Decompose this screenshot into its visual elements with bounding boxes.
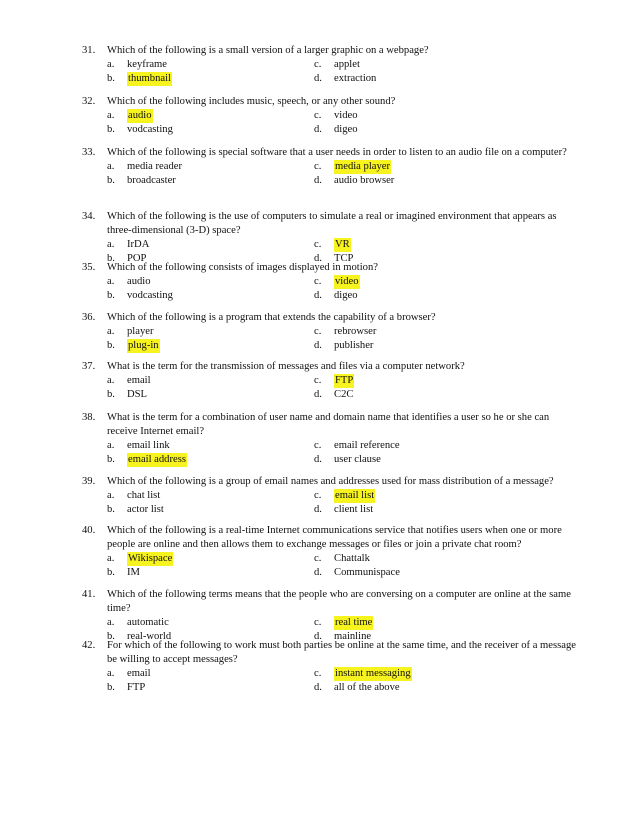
option-letter: d.: [314, 504, 322, 515]
options-grid: [107, 552, 582, 580]
option-letter: a.: [107, 59, 115, 70]
question-block: [82, 524, 582, 580]
option-letter: a.: [107, 110, 115, 121]
option-text: mainline: [334, 631, 372, 642]
option-text: email link: [127, 440, 170, 451]
option-a: [107, 489, 314, 503]
option-d: [314, 388, 534, 402]
option-letter: a.: [107, 668, 115, 679]
option-text: extraction: [334, 73, 377, 84]
option-text: vodcasting: [127, 124, 173, 135]
option-a: [107, 275, 314, 289]
question-block: [82, 261, 582, 303]
option-d: [314, 681, 534, 695]
option-letter: b.: [107, 631, 115, 642]
option-d: [314, 566, 534, 580]
option-a: [107, 439, 314, 453]
option-letter: c.: [314, 239, 322, 250]
question-number: 40.: [82, 525, 96, 536]
option-letter: c.: [314, 110, 322, 121]
option-text: keyframe: [127, 59, 167, 70]
option-c: [314, 374, 534, 388]
option-b: [107, 453, 314, 467]
option-d: [314, 339, 534, 353]
option-d: [314, 123, 534, 137]
question-header: [82, 411, 582, 439]
question-text: Which of the following terms means that the people who are conversing on a computer are online at the same time?: [107, 589, 571, 614]
options-grid: [107, 439, 582, 467]
option-letter: b.: [107, 454, 115, 465]
question-text: Which of the following is the use of computers to simulate a real or imagined environment that appears as three-dimensional (3-D) space?: [107, 211, 557, 236]
question-block: [82, 360, 582, 402]
option-text: applet: [334, 59, 360, 70]
option-c: [314, 160, 534, 174]
option-text: email reference: [334, 440, 400, 451]
options-grid: [107, 275, 582, 303]
highlighted-answer: video: [335, 276, 359, 287]
option-text: POP: [127, 253, 147, 264]
question-text: Which of the following is special software that a user needs in order to listen to an audio file on a computer?: [107, 147, 567, 158]
option-text: TCP: [334, 253, 354, 264]
option-letter: d.: [314, 454, 322, 465]
question-number: 31.: [82, 45, 96, 56]
option-text: audio: [127, 276, 151, 287]
option-a: [107, 58, 314, 72]
question-number: 35.: [82, 262, 96, 273]
option-c: [314, 552, 534, 566]
option-letter: b.: [107, 73, 115, 84]
option-text: IM: [127, 567, 140, 578]
question-header: [82, 360, 582, 374]
option-c: [314, 275, 534, 289]
highlighted-answer: FTP: [335, 375, 354, 386]
option-b: [107, 388, 314, 402]
highlighted-answer: email list: [335, 490, 375, 501]
question-text: What is the term for a combination of user name and domain name that identifies a user so he or she can receive Internet email?: [107, 412, 550, 437]
option-letter: c.: [314, 276, 322, 287]
highlighted-answer: audio: [128, 110, 152, 121]
option-letter: c.: [314, 375, 322, 386]
option-d: [314, 174, 534, 188]
question-number: 39.: [82, 476, 96, 487]
question-header: [82, 95, 582, 109]
option-c: [314, 109, 534, 123]
question-header: [82, 311, 582, 325]
question-text: Which of the following includes music, speech, or any other sound?: [107, 96, 396, 107]
option-b: [107, 289, 314, 303]
question-block: [82, 95, 582, 137]
option-letter: d.: [314, 290, 322, 301]
question-block: [82, 146, 582, 188]
option-text: rebrowser: [334, 326, 377, 337]
question-text: Which of the following is a real-time Internet communications service that notifies users when one or more people are online and then allows them to exchange messages or files or join a private chat room?: [107, 525, 562, 550]
option-b: [107, 72, 314, 86]
option-text: digeo: [334, 124, 358, 135]
option-text: all of the above: [334, 682, 400, 693]
option-d: [314, 453, 534, 467]
option-c: [314, 58, 534, 72]
question-text: Which of the following consists of images displayed in motion?: [107, 262, 378, 273]
question-number: 41.: [82, 589, 96, 600]
option-b: [107, 123, 314, 137]
option-letter: c.: [314, 326, 322, 337]
option-c: [314, 439, 534, 453]
question-header: [82, 588, 582, 616]
option-a: [107, 238, 314, 252]
option-c: [314, 238, 534, 252]
question-header: [82, 639, 582, 667]
option-text: digeo: [334, 290, 358, 301]
highlighted-answer: email address: [128, 454, 186, 465]
option-a: [107, 667, 314, 681]
option-text: publisher: [334, 340, 374, 351]
question-text: Which of the following is a group of email names and addresses used for mass distribution of a message?: [107, 476, 554, 487]
question-number: 34.: [82, 211, 96, 222]
option-a: [107, 325, 314, 339]
option-text: chat list: [127, 490, 161, 501]
option-text: player: [127, 326, 154, 337]
option-text: audio browser: [334, 175, 395, 186]
option-letter: b.: [107, 290, 115, 301]
option-text: automatic: [127, 617, 169, 628]
option-letter: a.: [107, 440, 115, 451]
options-grid: [107, 58, 582, 86]
question-header: [82, 475, 582, 489]
option-letter: d.: [314, 175, 322, 186]
options-grid: [107, 489, 582, 517]
question-header: [82, 146, 582, 160]
option-letter: c.: [314, 553, 322, 564]
option-letter: d.: [314, 389, 322, 400]
options-grid: [107, 109, 582, 137]
option-letter: a.: [107, 490, 115, 501]
option-c: [314, 667, 534, 681]
option-text: FTP: [127, 682, 146, 693]
question-text: What is the term for the transmission of messages and files via a computer network?: [107, 361, 465, 372]
highlighted-answer: plug-in: [128, 340, 159, 351]
option-letter: c.: [314, 440, 322, 451]
option-text: Communispace: [334, 567, 400, 578]
question-header: [82, 210, 582, 238]
option-text: vodcasting: [127, 290, 173, 301]
question-block: [82, 44, 582, 86]
option-letter: a.: [107, 375, 115, 386]
option-letter: b.: [107, 124, 115, 135]
option-letter: a.: [107, 617, 115, 628]
option-letter: c.: [314, 668, 322, 679]
question-header: [82, 524, 582, 552]
option-b: [107, 174, 314, 188]
option-text: actor list: [127, 504, 164, 515]
option-b: [107, 566, 314, 580]
option-a: [107, 374, 314, 388]
question-block: [82, 210, 582, 266]
highlighted-answer: Wikispace: [128, 553, 173, 564]
option-letter: d.: [314, 340, 322, 351]
option-text: Chattalk: [334, 553, 370, 564]
question-block: [82, 411, 582, 467]
option-text: email: [127, 668, 151, 679]
question-number: 38.: [82, 412, 96, 423]
question-block: [82, 588, 582, 644]
question-number: 32.: [82, 96, 96, 107]
option-text: IrDA: [127, 239, 150, 250]
question-number: 33.: [82, 147, 96, 158]
option-letter: a.: [107, 553, 115, 564]
option-letter: c.: [314, 161, 322, 172]
option-d: [314, 72, 534, 86]
question-text: Which of the following is a small version of a larger graphic on a webpage?: [107, 45, 429, 56]
question-number: 42.: [82, 640, 96, 651]
option-text: broadcaster: [127, 175, 176, 186]
option-letter: b.: [107, 682, 115, 693]
highlighted-answer: thumbnail: [128, 73, 171, 84]
option-letter: b.: [107, 389, 115, 400]
option-c: [314, 325, 534, 339]
option-d: [314, 289, 534, 303]
highlighted-answer: VR: [335, 239, 350, 250]
option-a: [107, 616, 314, 630]
option-text: user clause: [334, 454, 381, 465]
option-letter: a.: [107, 276, 115, 287]
option-text: media reader: [127, 161, 182, 172]
option-letter: a.: [107, 239, 115, 250]
option-b: [107, 681, 314, 695]
option-letter: c.: [314, 617, 322, 628]
options-grid: [107, 667, 582, 695]
options-grid: [107, 325, 582, 353]
option-a: [107, 552, 314, 566]
option-a: [107, 160, 314, 174]
option-text: client list: [334, 504, 374, 515]
option-letter: d.: [314, 567, 322, 578]
highlighted-answer: media player: [335, 161, 391, 172]
option-text: C2C: [334, 389, 354, 400]
option-letter: c.: [314, 490, 322, 501]
option-b: [107, 503, 314, 517]
option-letter: b.: [107, 504, 115, 515]
option-letter: b.: [107, 253, 115, 264]
highlighted-answer: real time: [335, 617, 373, 628]
option-letter: d.: [314, 73, 322, 84]
option-text: email: [127, 375, 151, 386]
option-letter: b.: [107, 567, 115, 578]
option-letter: c.: [314, 59, 322, 70]
option-text: video: [334, 110, 358, 121]
question-block: [82, 311, 582, 353]
question-number: 37.: [82, 361, 96, 372]
option-letter: a.: [107, 161, 115, 172]
question-block: [82, 475, 582, 517]
option-c: [314, 489, 534, 503]
question-block: [82, 639, 582, 695]
option-a: [107, 109, 314, 123]
question-text: For which of the following to work must both parties be online at the same time, and the receiver of a message be willing to accept messages?: [107, 640, 576, 665]
question-header: [82, 261, 582, 275]
question-number: 36.: [82, 312, 96, 323]
option-letter: d.: [314, 682, 322, 693]
option-text: real-world: [127, 631, 172, 642]
option-d: [314, 503, 534, 517]
options-grid: [107, 160, 582, 188]
option-letter: b.: [107, 340, 115, 351]
option-letter: d.: [314, 631, 322, 642]
option-letter: d.: [314, 124, 322, 135]
option-c: [314, 616, 534, 630]
options-grid: [107, 374, 582, 402]
question-header: [82, 44, 582, 58]
option-text: DSL: [127, 389, 148, 400]
question-text: Which of the following is a program that extends the capability of a browser?: [107, 312, 436, 323]
option-b: [107, 339, 314, 353]
option-letter: a.: [107, 326, 115, 337]
highlighted-answer: instant messaging: [335, 668, 411, 679]
option-letter: b.: [107, 175, 115, 186]
option-letter: d.: [314, 253, 322, 264]
